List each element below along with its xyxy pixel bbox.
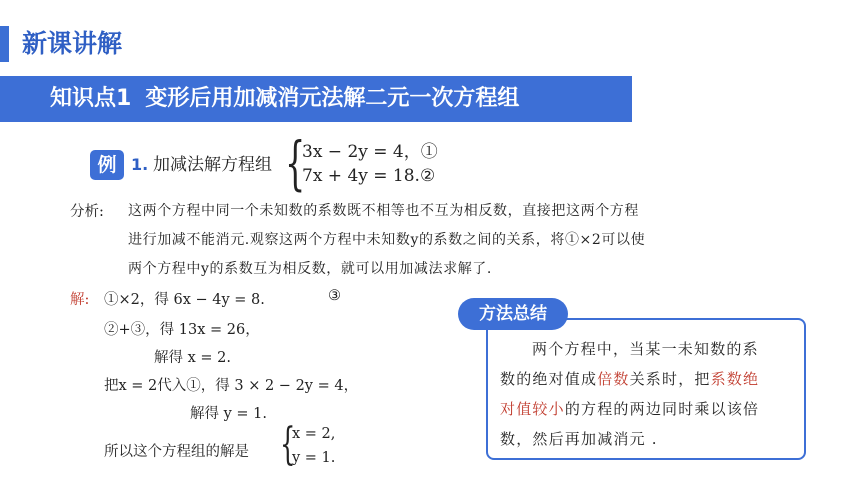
system-brace: { (285, 129, 306, 197)
solution-step-4: 把x = 2代入①，得 3 × 2 − 2y = 4， (104, 378, 359, 394)
accent-bar (0, 26, 9, 62)
method-highlight-multiple: 倍数 (597, 370, 630, 388)
analysis-line-3: 两个方程中y的系数互为相反数，就可以用加减法求解了. (128, 261, 492, 277)
solution-step-1: ①×2，得 6x − 4y = 8. (104, 292, 265, 308)
method-line-2 (500, 368, 759, 389)
solution-conclusion: 所以这个方程组的解是 (104, 444, 249, 460)
solution-label: 解: (70, 292, 90, 308)
topic-label: 知识点1 (50, 86, 132, 111)
example-badge: 例 (90, 150, 124, 180)
topic-heading (50, 76, 519, 122)
method-line-4: 数，然后再加减消元 . (500, 430, 658, 448)
method-highlight-coef: 系数绝 (710, 370, 760, 388)
equation-1: 3x − 2y = 4，① (302, 142, 438, 162)
solution-step-1-tag: ③ (328, 288, 341, 304)
analysis-line-1: 这两个方程中同一个未知数的系数既不相等也不互为相反数，直接把这两个方程 (128, 203, 639, 219)
solution-step-2: ②+③，得 13x = 26， (104, 322, 260, 338)
analysis-line-2: 进行加减不能消元.观察这两个方程中未知数y的系数之间的关系，将①×2可以使 (128, 232, 646, 248)
analysis-label: 分析: (70, 204, 104, 220)
example-prompt: 加减法解方程组 (153, 155, 272, 175)
method-line-3 (500, 398, 759, 419)
solution-step-3: 解得 x = 2. (154, 350, 231, 366)
equation-2: 7x + 4y = 18.② (302, 166, 436, 186)
answer-y: y = 1. (292, 450, 336, 466)
method-highlight-smaller: 对值较小 (500, 400, 565, 418)
answer-brace: { (280, 419, 296, 470)
method-line-3b: 的方程的两边同时乘以该倍 (564, 400, 760, 418)
answer-x: x = 2, (292, 426, 336, 442)
method-summary-badge: 方法总结 (458, 298, 568, 330)
method-line-2a: 数的绝对值成 (500, 370, 598, 388)
section-title: 新课讲解 (22, 29, 123, 58)
method-line-1: 两个方程中，当某一未知数的系 (532, 340, 759, 358)
topic-title: 变形后用加减消元法解二元一次方程组 (145, 86, 520, 111)
example-number: 1. (131, 155, 149, 174)
method-line-2c: 关系时，把 (629, 370, 711, 388)
solution-step-5: 解得 y = 1. (190, 406, 268, 422)
